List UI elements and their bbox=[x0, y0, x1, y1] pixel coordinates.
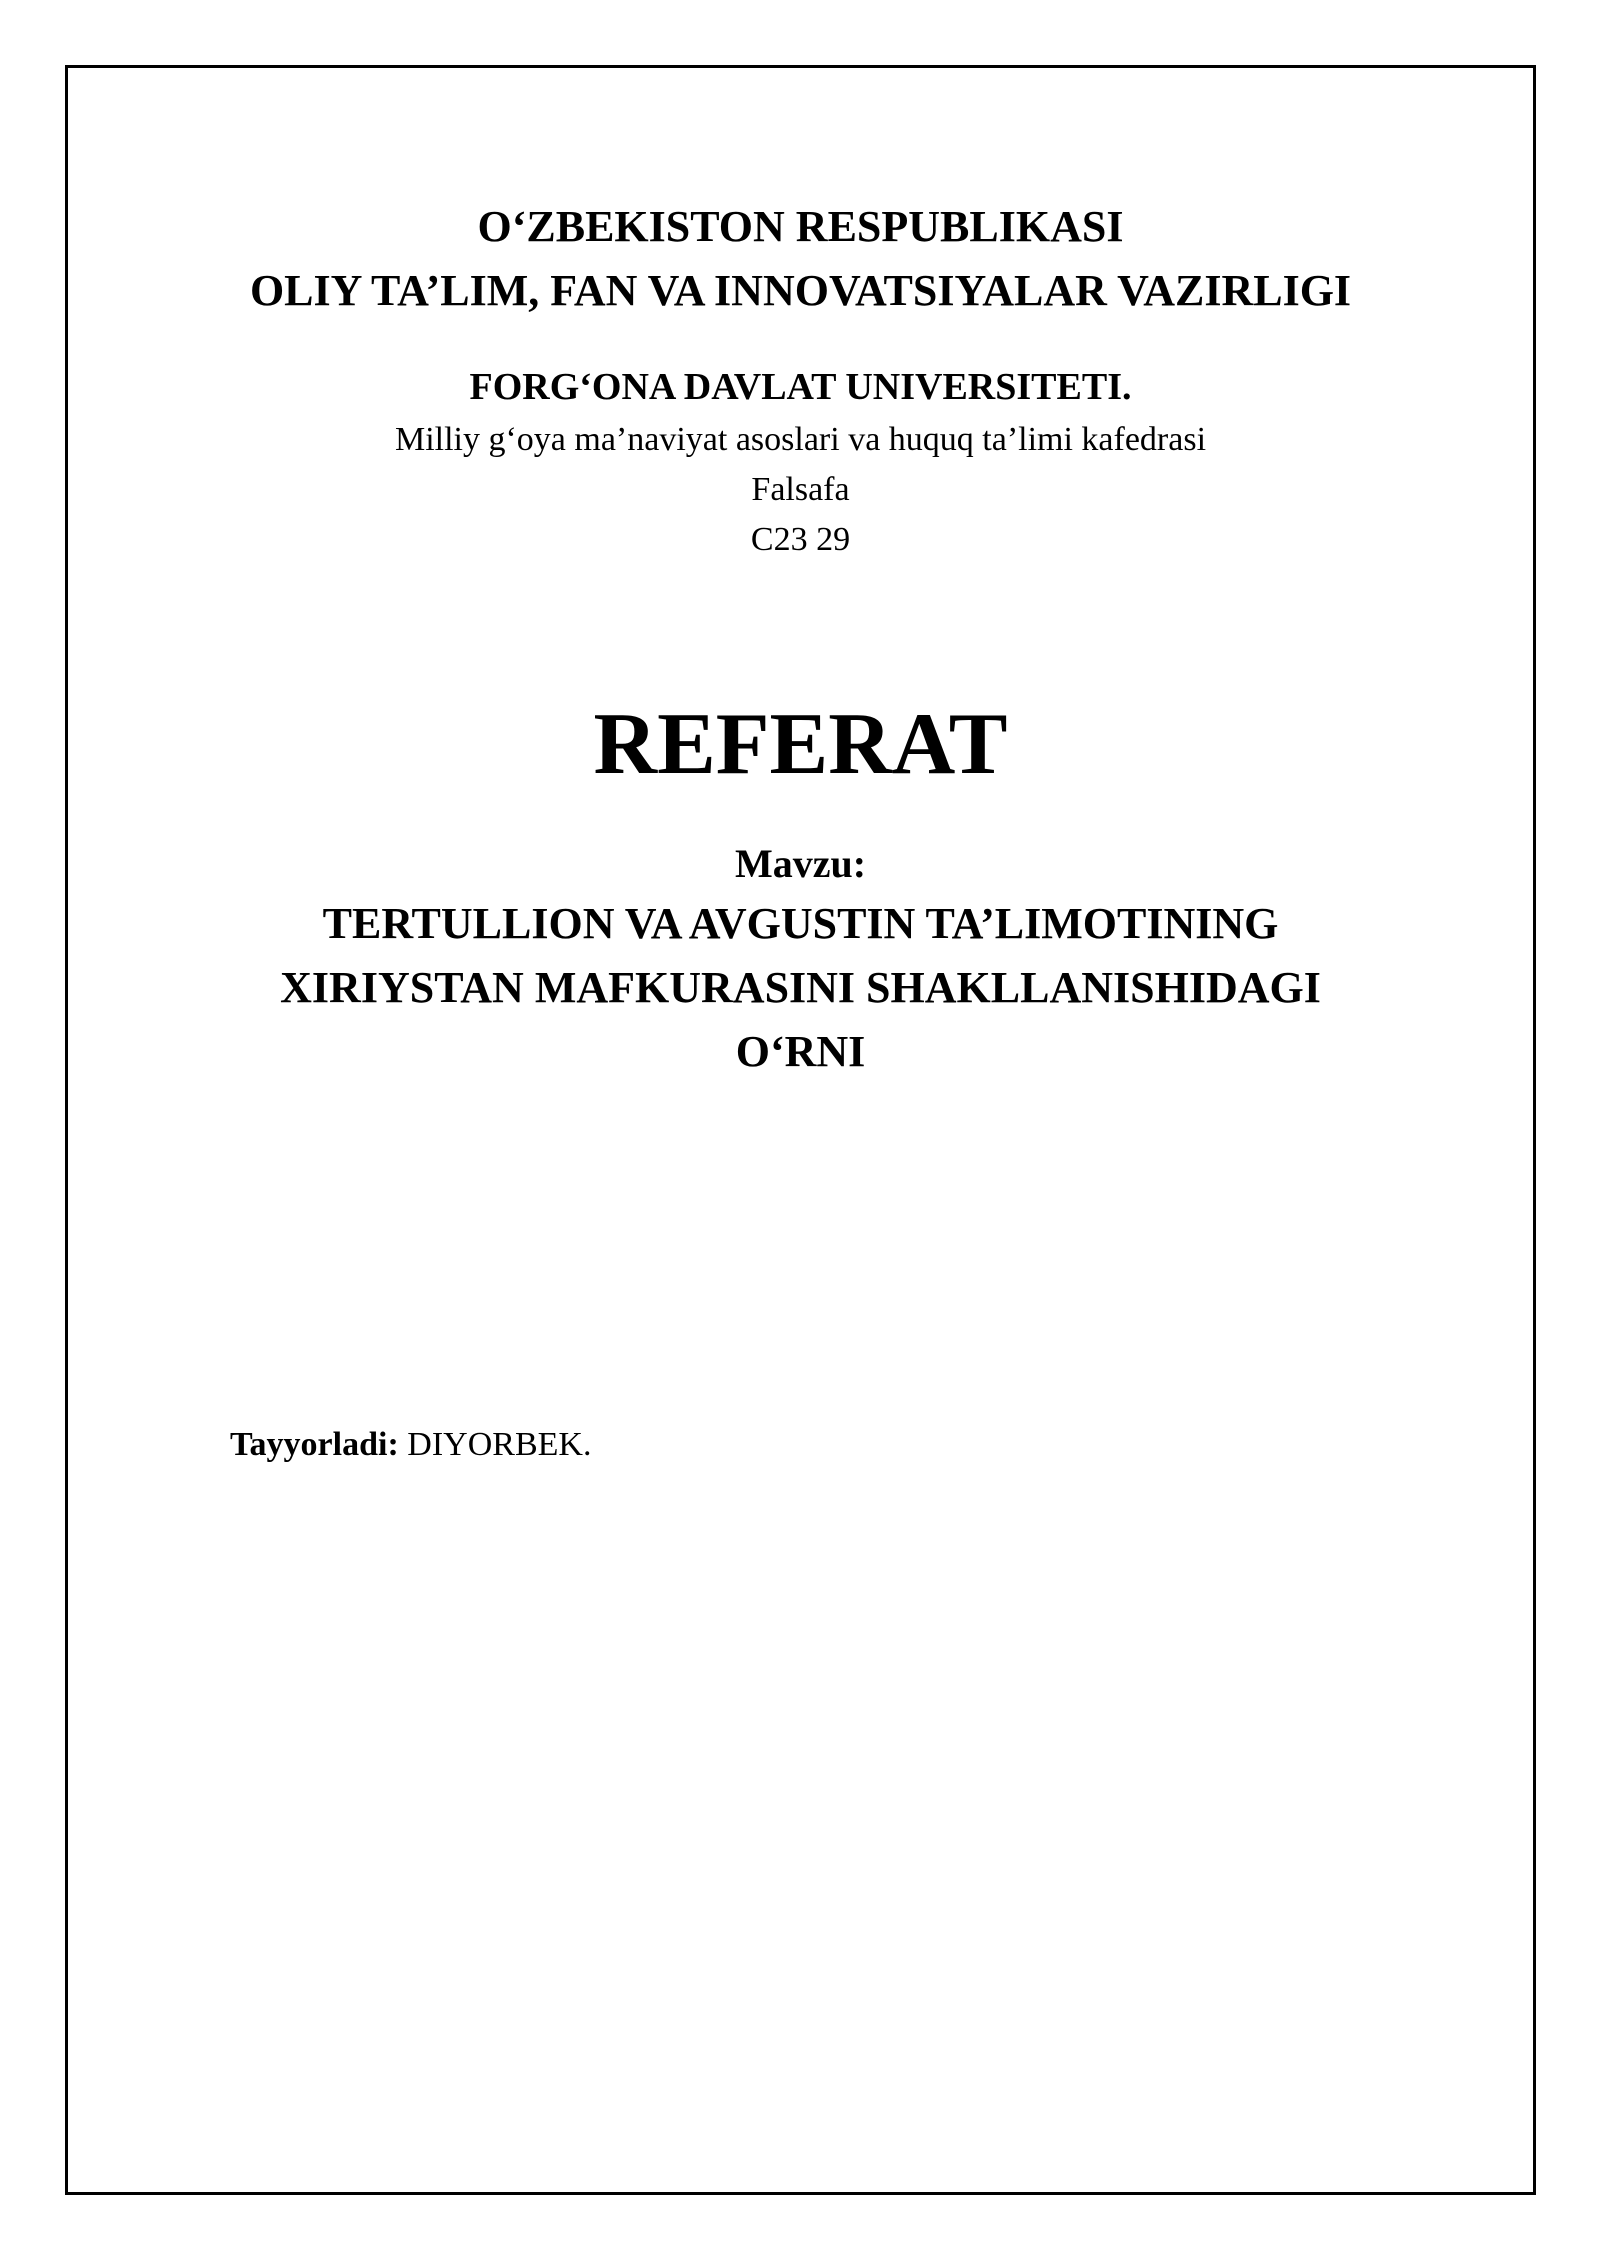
author-name: DIYORBEK. bbox=[407, 1426, 592, 1463]
author-label: Tayyorladi: bbox=[230, 1426, 408, 1463]
author-line bbox=[230, 1420, 591, 1470]
topic-line: TERTULLION VA AVGUSTIN TA’LIMOTINING bbox=[322, 899, 1279, 948]
university-name: FORG‘ONA DAVLAT UNIVERSITETI. bbox=[469, 366, 1132, 408]
ministry-header bbox=[65, 195, 1536, 323]
group-code: C23 29 bbox=[750, 521, 851, 558]
topic-label: Mavzu: bbox=[734, 841, 867, 886]
department-info bbox=[65, 415, 1536, 565]
subject-name: Falsafa bbox=[751, 471, 850, 508]
department-name: Milliy g‘oya ma’naviyat asoslari va huquq ta’limi kafedrasi bbox=[394, 421, 1207, 458]
document-title: REFERAT bbox=[593, 696, 1008, 793]
topic-text bbox=[65, 892, 1536, 1084]
ministry-name: OLIY TA’LIM, FAN VA INNOVATSIYALAR VAZIRLIGI bbox=[249, 266, 1352, 315]
country-name: O‘ZBEKISTON RESPUBLIKASI bbox=[477, 202, 1124, 251]
topic-line: O‘RNI bbox=[735, 1027, 866, 1076]
topic-line: XIRIYSTAN MAFKURASINI SHAKLLANISHIDAGI bbox=[280, 963, 1321, 1012]
